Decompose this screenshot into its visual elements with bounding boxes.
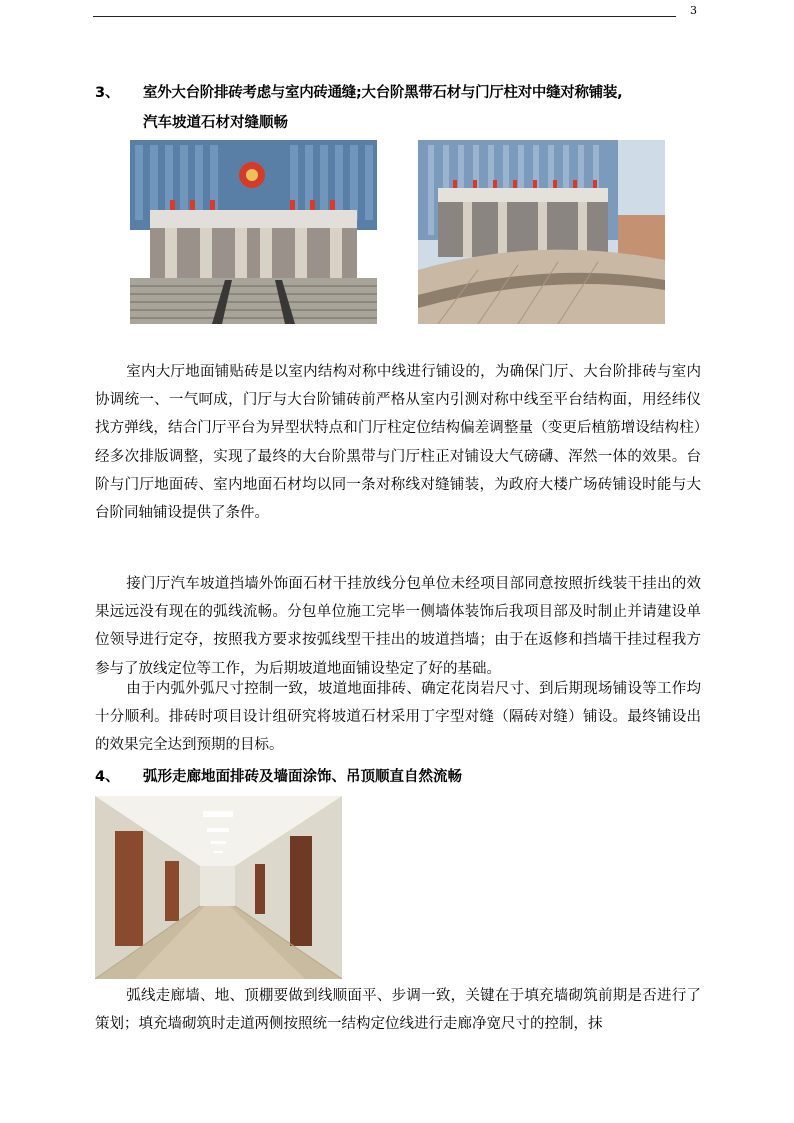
paragraph-ramp-wall [95, 570, 701, 683]
paragraph-ramp-tiling [95, 675, 701, 760]
section-3-title-line1: 室外大台阶排砖考虑与室内砖通缝;大台阶黑带石材与门厅柱对中缝对称铺装, [143, 85, 623, 101]
section-4-title: 弧形走廊地面排砖及墙面涂饰、吊顶顺直自然流畅 [143, 769, 462, 785]
paragraph-hall-flooring [95, 358, 701, 527]
paragraph-1-text: 室内大厅地面铺贴砖是以室内结构对称中线进行铺设的，为确保门厅、大台阶排砖与室内协调统一、一气呵成，门厅与大台阶铺砖前严格从室内引测对称中线至平台结构面，用经纬仪找方弹线，结合门厅平台为异型状特点和门厅柱定位结构偏差调整量（变更后植筋增设结构柱）经多次排版调整，实现了最终的大台阶黑带与门厅柱正对铺设大气磅礴、浑然一体的效果。台阶与门厅地面砖、室内地面石材均以同一条对称线对缝铺装，为政府大楼广场砖铺设时能与大台阶同轴铺设提供了条件。 [95, 364, 701, 522]
page-number: 3 [690, 4, 697, 17]
section-3-title-line2: 汽车坡道石材对缝顺畅 [143, 115, 288, 131]
curved-ramp-photo [418, 140, 665, 324]
header-rule [93, 16, 676, 17]
paragraph-2-text: 接门厅汽车坡道挡墙外饰面石材干挂放线分包单位未经项目部同意按照折线装干挂出的效果远远没有现在的弧线流畅。分包单位施工完毕一侧墙体装饰后我项目部及时制止并请建设单位领导进行定夺，按照我方要求按弧线型干挂出的坡道挡墙；由于在返修和挡墙干挂过程我方参与了放线定位等工作，为后期坡道地面铺设垫定了好的基础。 [95, 576, 701, 677]
section-4-number: 4、 [95, 769, 120, 785]
paragraph-3-text: 由于内弧外弧尺寸控制一致，坡道地面排砖、确定花岗岩尺寸、到后期现场铺设等工作均十分顺利。排砖时项目设计组研究将坡道石材采用丁字型对缝（隔砖对缝）铺设。最终铺设出的效果完全达到预期的目标。 [95, 681, 701, 754]
building-entrance-photo [130, 140, 377, 324]
section-3-number: 3、 [95, 85, 120, 101]
paragraph-corridor [95, 982, 701, 1038]
paragraph-4-text: 弧线走廊墙、地、顶棚要做到线顺面平、步调一致，关键在于填充墙砌筑前期是否进行了策划；填充墙砌筑时走道两侧按照统一结构定位线进行走廊净宽尺寸的控制，抹 [95, 988, 701, 1033]
curved-corridor-photo [95, 796, 342, 979]
